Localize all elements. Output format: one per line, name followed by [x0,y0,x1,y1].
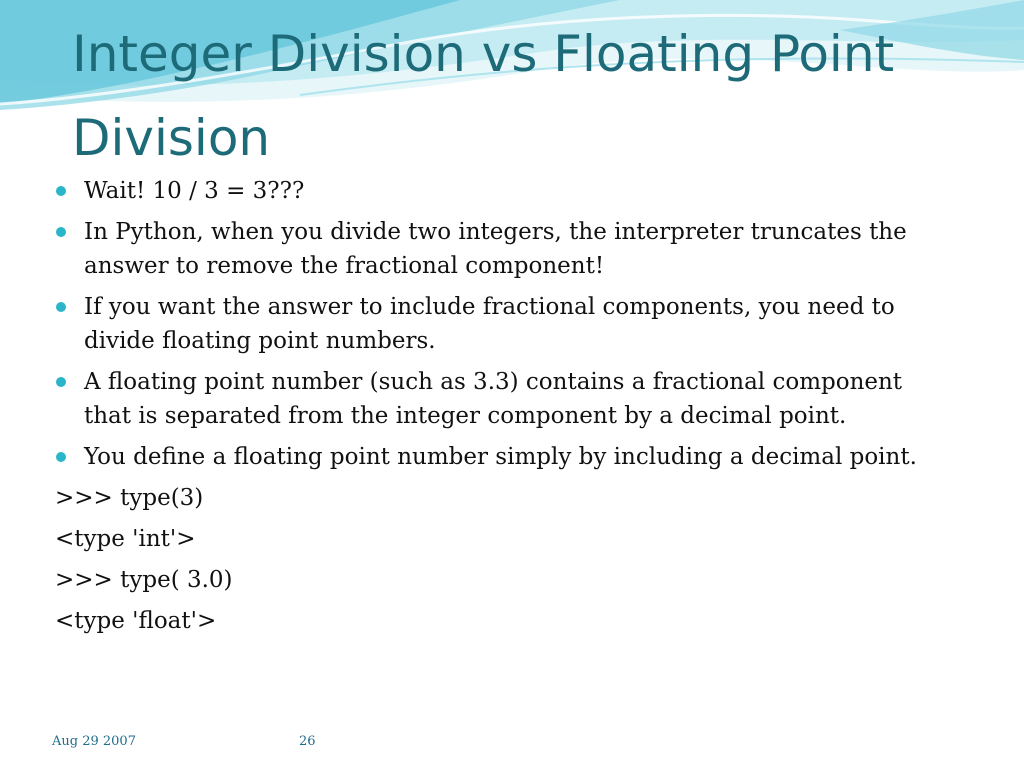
bullet-dot-icon [56,302,66,312]
bullet-dot-icon [56,186,66,196]
code-example [55,481,955,638]
bullet-item [55,365,955,433]
bullet-item [55,215,955,283]
slide-body [55,174,955,645]
bullet-text: If you want the answer to include fractional components, you need to divide floating point numbers. [84,294,895,354]
bullet-item [55,440,955,474]
bullet-text: In Python, when you divide two integers, the interpreter truncates the answer to remove the fractional component! [84,219,907,279]
code-line: >>> type( 3.0) [55,567,233,593]
bullet-text: You define a floating point number simply by including a decimal point. [84,444,917,470]
footer-date: Aug 29 2007 [52,734,136,749]
bullet-list [55,174,955,474]
code-line: >>> type(3) [55,485,204,511]
bullet-dot-icon [56,227,66,237]
bullet-text: A floating point number (such as 3.3) contains a fractional component that is separated from the integer component by a decimal point. [84,369,903,429]
bullet-item [55,290,955,358]
footer-page-number: 26 [299,734,316,749]
code-line: <type 'int'> [55,526,196,552]
bullet-text: Wait! 10 / 3 = 3??? [84,178,305,204]
bullet-dot-icon [56,377,66,387]
bullet-dot-icon [56,452,66,462]
slide-title: Integer Division vs Floating Point Division [72,25,895,167]
code-line: <type 'float'> [55,608,217,634]
bullet-item [55,174,955,208]
